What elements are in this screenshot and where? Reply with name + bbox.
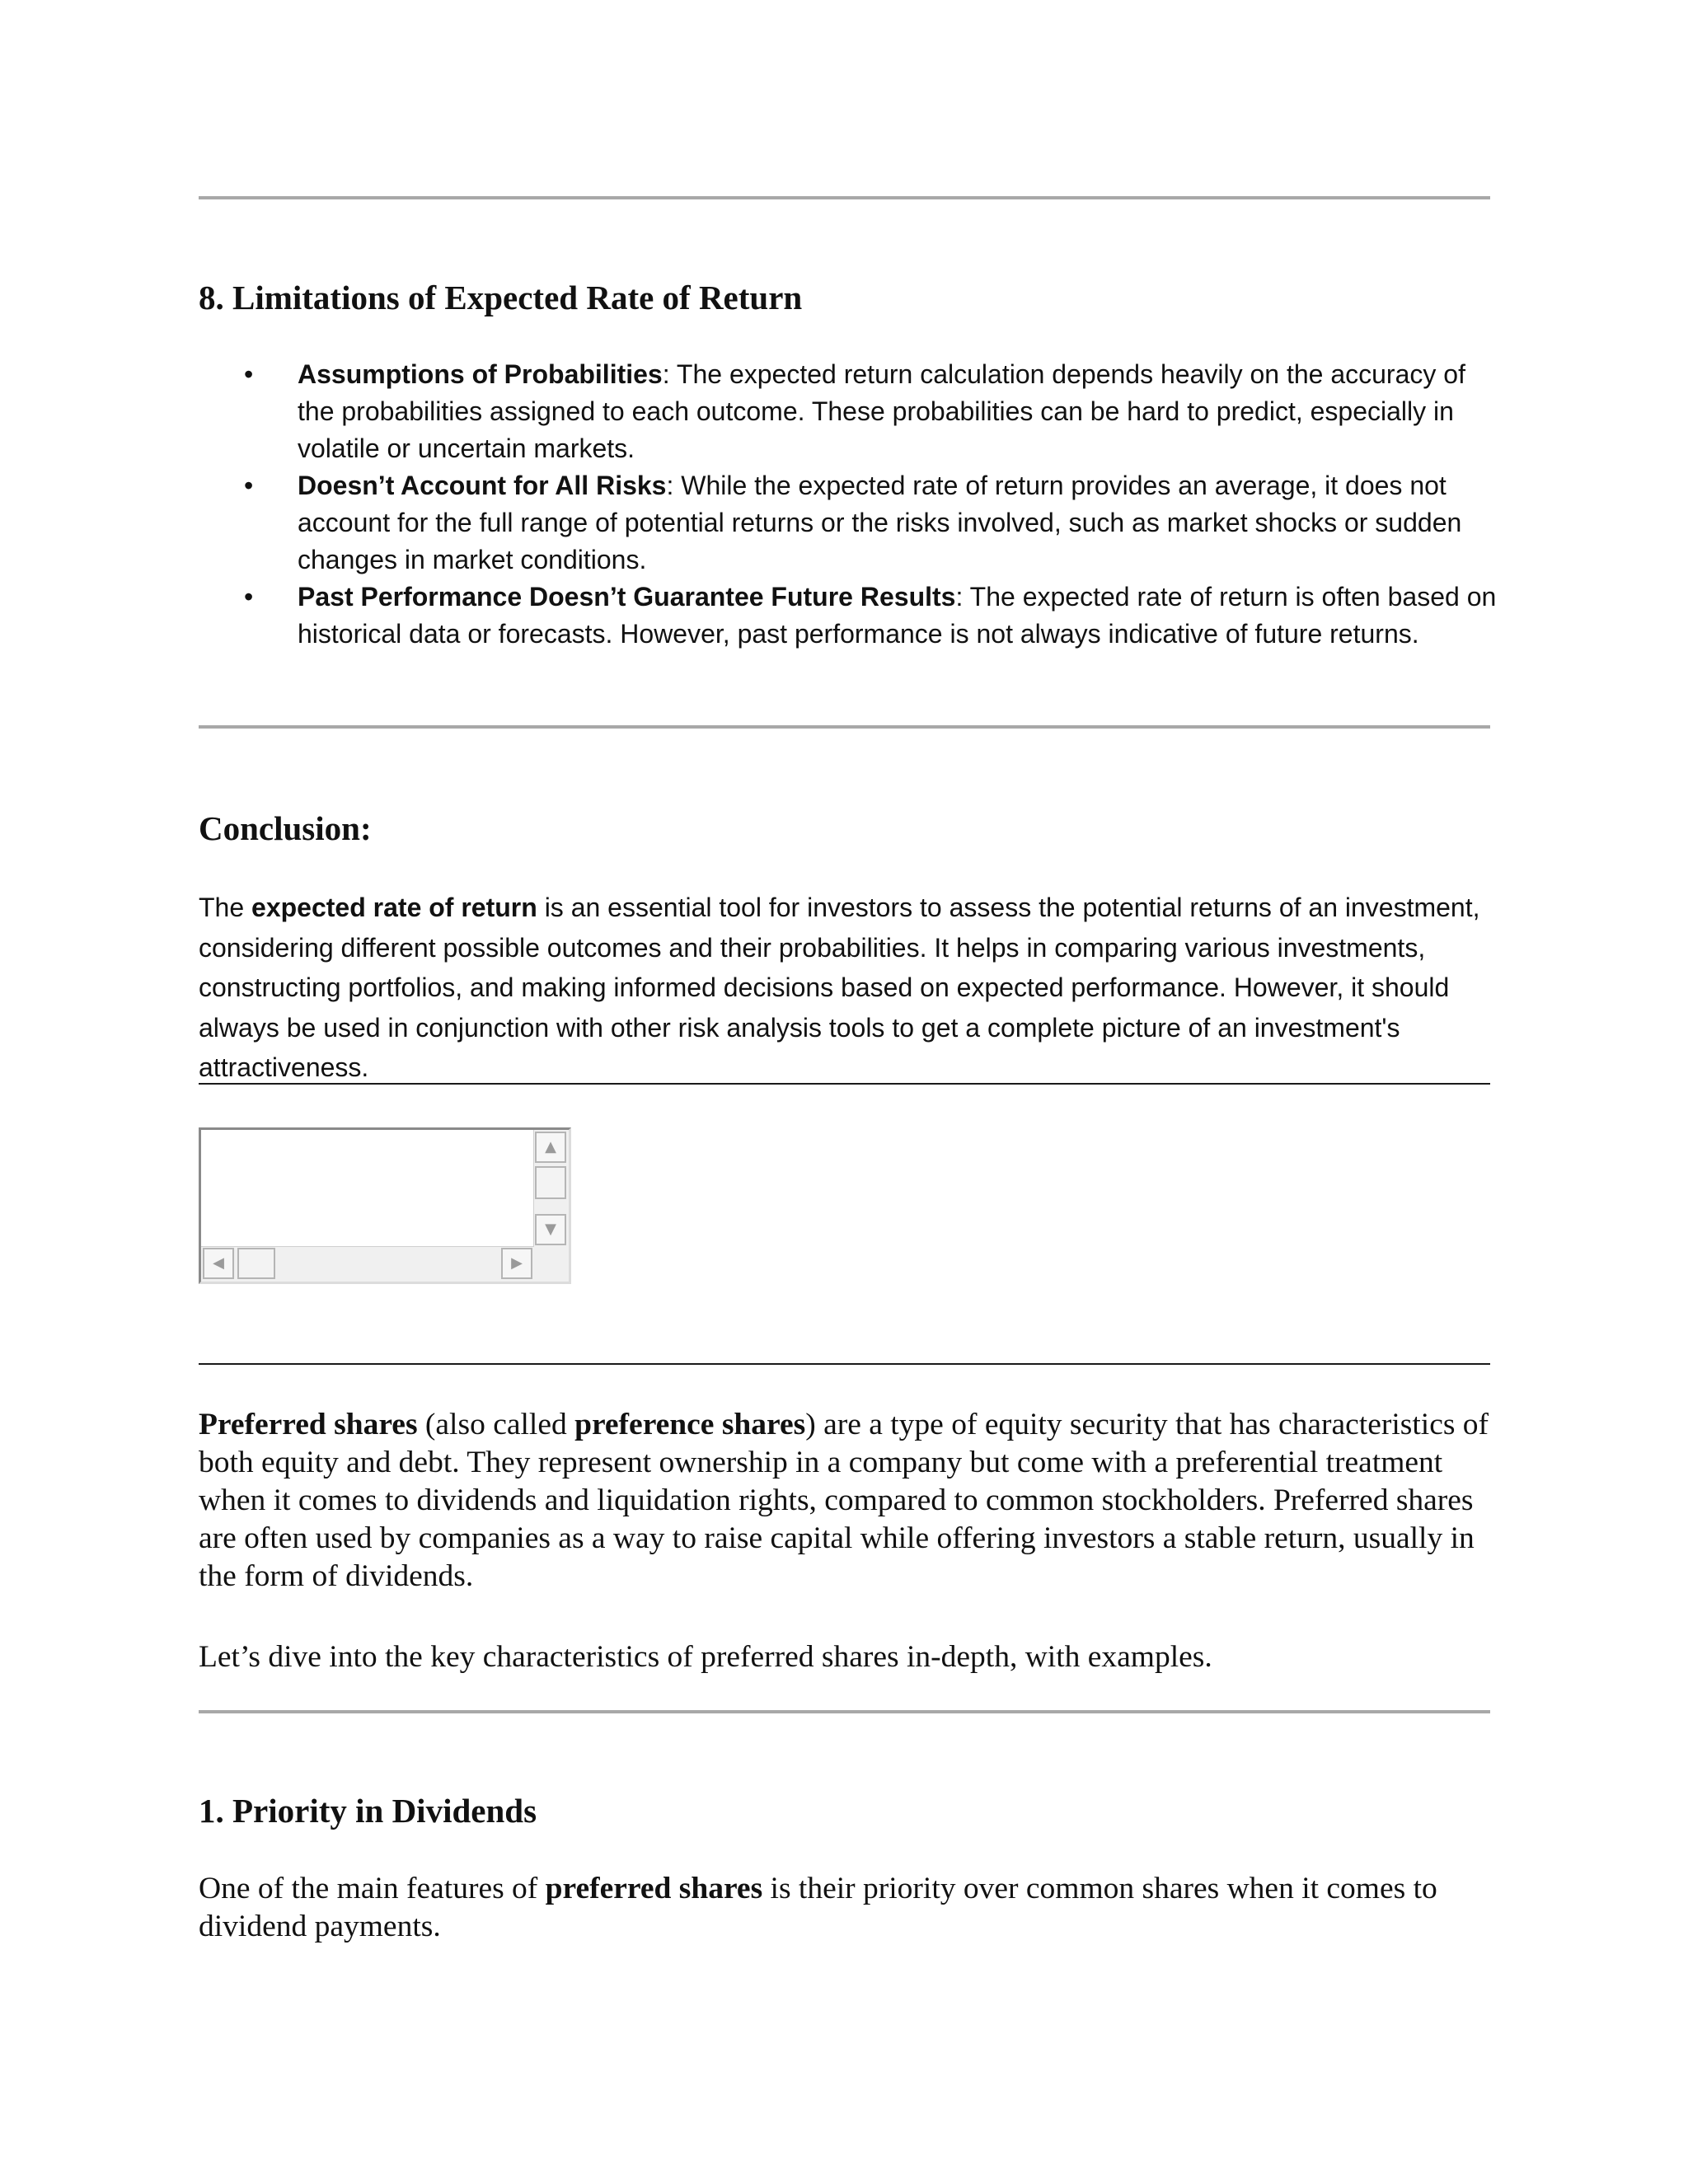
list-item <box>199 356 1497 467</box>
list-item-term: Past Performance Doesn’t Guarantee Future Results <box>298 582 956 612</box>
priority-paragraph <box>199 1870 1501 1946</box>
list-item-term: Doesn’t Account for All Risks <box>298 471 667 500</box>
horizontal-rule <box>199 725 1490 729</box>
limitations-list <box>199 356 1497 653</box>
intro-paragraph: Let’s dive into the key characteristics of preferred shares in-depth, with examples. <box>199 1640 1212 1674</box>
vertical-scroll-thumb[interactable] <box>535 1166 566 1199</box>
horizontal-rule <box>199 196 1490 199</box>
arrow-down-icon: ▼ <box>545 1221 556 1238</box>
embedded-textarea[interactable] <box>199 1127 571 1284</box>
bold-term: Preferred shares <box>199 1408 418 1441</box>
arrow-left-icon: ◀ <box>213 1254 224 1272</box>
conclusion-bold-term: expected rate of return <box>251 893 537 922</box>
preferred-shares-paragraph <box>199 1406 1501 1596</box>
paragraph-text: One of the main features of <box>199 1872 546 1905</box>
conclusion-text-start: The <box>199 893 252 922</box>
bold-term: preferred shares <box>545 1872 763 1905</box>
horizontal-rule <box>199 1083 1490 1085</box>
bullet-icon: • <box>244 359 254 389</box>
horizontal-scrollbar[interactable] <box>201 1246 534 1282</box>
conclusion-paragraph <box>199 888 1497 1088</box>
list-item-term: Assumptions of Probabilities <box>298 359 663 389</box>
horizontal-scroll-thumb[interactable] <box>237 1248 275 1279</box>
arrow-up-icon: ▲ <box>545 1138 556 1155</box>
scrollbar-corner <box>534 1247 569 1282</box>
scroll-left-button[interactable] <box>203 1248 234 1279</box>
list-item <box>199 579 1497 653</box>
vertical-scrollbar[interactable] <box>533 1130 569 1247</box>
arrow-right-icon: ▶ <box>511 1254 523 1272</box>
horizontal-rule <box>199 1710 1490 1713</box>
section-heading-priority: 1. Priority in Dividends <box>199 1792 537 1830</box>
scroll-up-button[interactable] <box>535 1132 566 1163</box>
paragraph-text: ) are a type of equity security that has characteristics of both equity and debt. They represent ownership in a company but come with a preferential treatment when it comes to dividends and liquidation rights, compared to common stockholders. Preferred shares are often used by companies as a way to raise capital while offering investors a stable return, usually in the form of dividends. <box>199 1408 1489 1593</box>
list-item <box>199 467 1497 579</box>
bullet-icon: • <box>244 471 254 500</box>
scroll-right-button[interactable] <box>501 1248 532 1279</box>
paragraph-text: (also called <box>417 1408 575 1441</box>
scroll-down-button[interactable] <box>535 1214 566 1245</box>
section-heading-limitations: 8. Limitations of Expected Rate of Return <box>199 279 803 316</box>
list-item-text: : The expected return calculation depends heavily on the accuracy of the probabilities assigned to each outcome. These probabilities can be hard to predict, especially in volatile or uncertain markets. <box>298 359 1465 463</box>
conclusion-text-rest: is an essential tool for investors to assess the potential returns of an investment, considering different possible outcomes and their probabilities. It helps in comparing various investments, constructing portfolios, and making informed decisions based on expected performance. However, it should always be used in conjunction with other risk analysis tools to get a complete picture of an investment's attractiveness. <box>199 893 1480 1082</box>
section-heading-conclusion: Conclusion: <box>199 809 372 847</box>
horizontal-rule <box>199 1363 1490 1365</box>
textarea-content[interactable] <box>201 1130 534 1247</box>
list-item-text: : While the expected rate of return provides an average, it does not account for the full range of potential returns or the risks involved, such as market shocks or sudden changes in market conditions. <box>298 471 1462 574</box>
list-item-text: : The expected rate of return is often based on historical data or forecasts. However, past performance is not always indicative of future returns. <box>298 582 1497 649</box>
paragraph-text: is their priority over common shares when it comes to dividend payments. <box>199 1872 1437 1943</box>
bullet-icon: • <box>244 582 254 612</box>
bold-term: preference shares <box>574 1408 806 1441</box>
